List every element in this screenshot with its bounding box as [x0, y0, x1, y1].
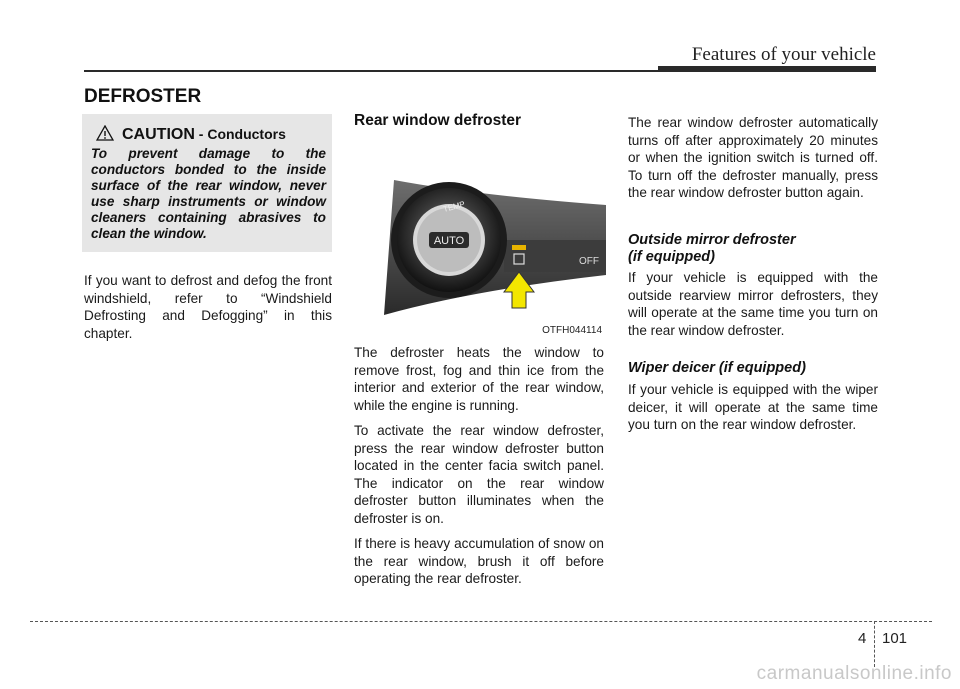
figure-caption: OTFH044114	[542, 325, 602, 336]
auto-off-paragraph: The rear window defroster automatically turns off after approximately 20 minutes or when the ignition switch is turned off. To turn off the defroster manually, press the rear window defroster button again.	[628, 115, 878, 200]
caution-heading	[96, 123, 286, 144]
temp-label: TEMP	[442, 199, 466, 214]
caution-label: CAUTION	[122, 126, 195, 143]
auto-label: AUTO	[433, 235, 465, 247]
rear-paragraph-1: The defroster heats the window to remove frost, fog and thin ice from the interior and exterior of the rear window, while the engine is running.	[354, 345, 604, 413]
footer-divider	[874, 621, 875, 667]
climate-panel-illustration	[354, 140, 606, 338]
mirror-title-line-1: Outside mirror defroster	[628, 232, 796, 248]
rear-defroster-body	[354, 344, 604, 596]
mirror-paragraph: If your vehicle is equipped with the outside rearview mirror defrosters, they will operate at the same time you turn on the rear window defroster.	[628, 270, 878, 338]
off-label: OFF	[579, 256, 599, 267]
chapter-number: 4	[858, 630, 867, 647]
page-number: 101	[882, 630, 908, 647]
caution-box	[82, 114, 332, 252]
defroster-indicator-icon	[512, 245, 526, 250]
header-rule-accent	[658, 66, 876, 72]
warning-triangle-icon	[96, 125, 114, 141]
mirror-defroster-body	[628, 269, 878, 347]
section-title: DEFROSTER	[84, 86, 202, 107]
wiper-deicer-title: Wiper deicer (if equipped)	[628, 360, 806, 376]
wiper-deicer-body	[628, 381, 878, 442]
rear-paragraph-2: To activate the rear window defroster, press the rear window defroster button located in the center facia switch panel. The indicator on the rear window defroster button illuminates when the defroster is on.	[354, 423, 604, 526]
rear-paragraph-3: If there is heavy accumulation of snow on the rear window, brush it off before operating the rear defroster.	[354, 536, 604, 586]
caution-text: To prevent damage to the conductors bonded to the inside surface of the rear window, never use sharp instruments or window cleaners containing abrasives to clean the window.	[91, 146, 326, 241]
defroster-switch-figure	[354, 140, 606, 338]
watermark: carmanualsonline.info	[756, 663, 952, 684]
wiper-paragraph: If your vehicle is equipped with the wiper deicer, it will operate at the same time you turn on the rear window defroster.	[628, 382, 878, 432]
running-header: Features of your vehicle	[691, 44, 876, 65]
caution-subheading: - Conductors	[194, 126, 286, 142]
rear-defroster-title: Rear window defroster	[354, 112, 522, 129]
intro-paragraph: If you want to defrost and defog the front windshield, refer to “Windshield Defrosting and Defogging” in this chapter.	[84, 273, 332, 341]
mirror-defroster-title	[628, 232, 878, 266]
footer-rule	[30, 621, 932, 622]
mirror-title-line-2: (if equipped)	[628, 249, 715, 265]
